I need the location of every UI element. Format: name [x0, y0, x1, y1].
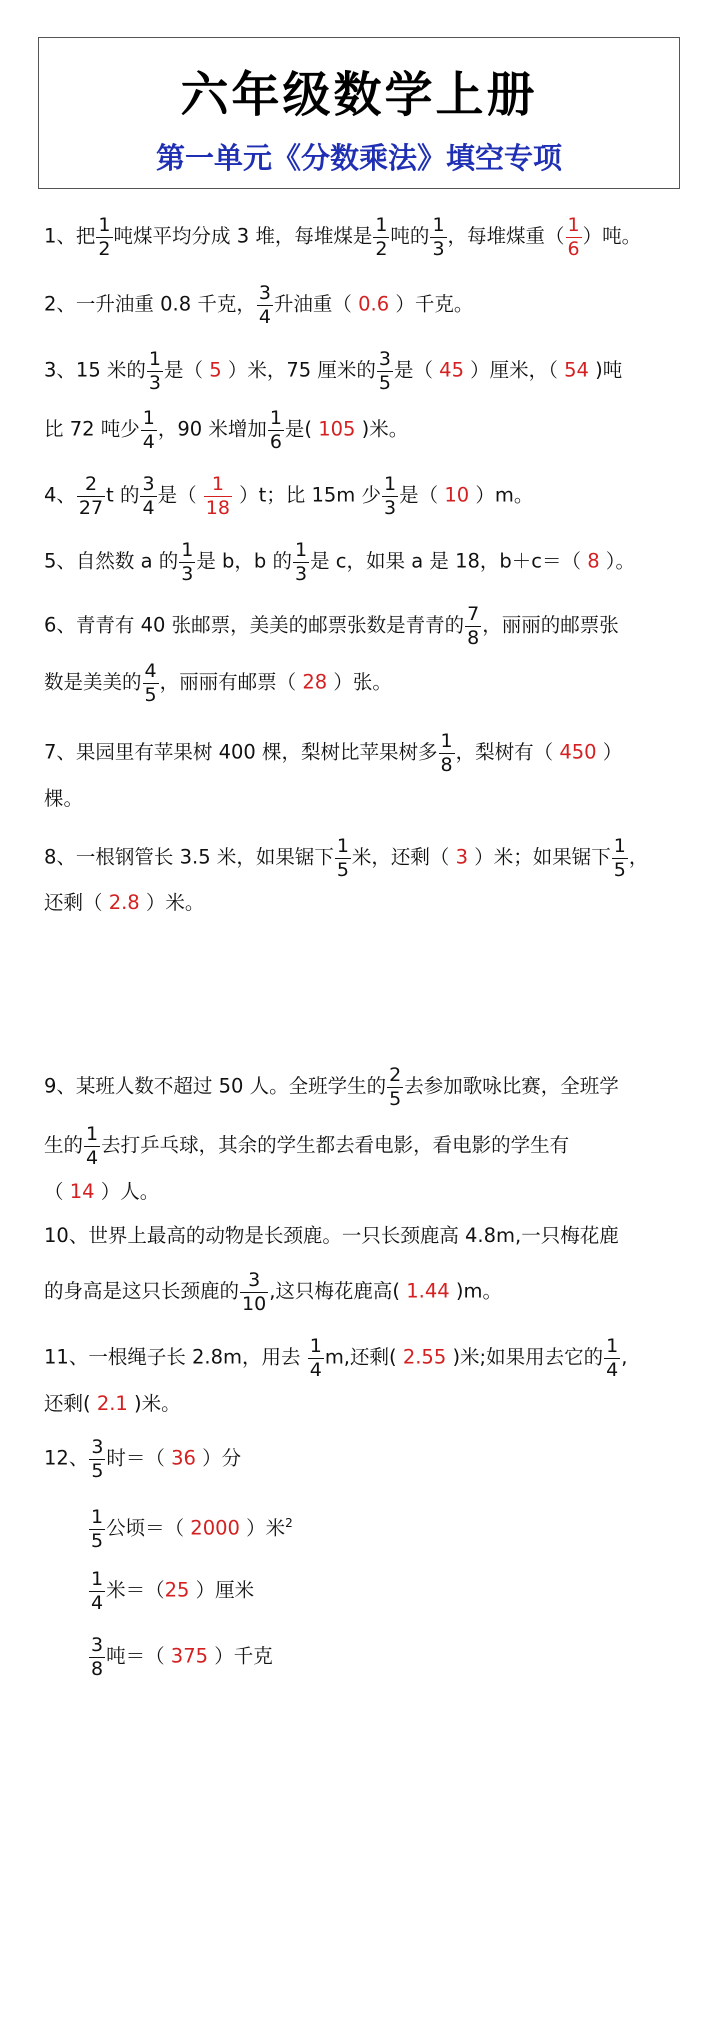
question-text: 是（	[393, 358, 440, 382]
question-text: ，梨树有（	[455, 740, 560, 764]
fraction	[465, 604, 481, 648]
question-text: ,	[621, 1345, 628, 1369]
fraction-denominator: 3	[181, 562, 194, 585]
question-text: ）。	[599, 549, 636, 573]
fraction	[147, 349, 163, 393]
question-text: ，90 米增加	[157, 417, 267, 441]
fraction	[430, 215, 446, 259]
question-text: ）张。	[327, 670, 392, 694]
question-text: 3、15 米的	[44, 358, 146, 382]
fraction-denominator: 4	[606, 1358, 619, 1381]
answer: 45	[439, 358, 464, 382]
question-text: 米＝（	[106, 1578, 165, 1602]
fraction	[439, 731, 455, 775]
question-text: 升油重（	[273, 292, 359, 316]
answer: 1.44	[406, 1279, 450, 1303]
fraction	[77, 474, 105, 518]
fraction-numerator: 1	[606, 1335, 619, 1357]
question-8-cont	[44, 883, 701, 923]
question-text: ,这只梅花鹿高(	[269, 1279, 407, 1303]
fraction-numerator: 1	[204, 474, 232, 497]
question-text: ）人。	[94, 1180, 160, 1203]
fraction	[140, 474, 156, 518]
fraction-denominator: 2	[98, 237, 111, 260]
question-text: ）米	[239, 1516, 286, 1540]
question-text: ，	[628, 845, 649, 869]
answer-fraction	[566, 215, 582, 259]
question-text: ）厘米，（	[463, 358, 565, 382]
answer: 8	[587, 549, 600, 573]
fraction	[84, 1124, 100, 1168]
question-text: 7、果园里有苹果树 400 棵，梨树比苹果树多	[44, 740, 438, 764]
question-text: 8、一根钢管长 3.5 米，如果锯下	[44, 845, 334, 869]
answer: 14	[69, 1180, 95, 1203]
fraction-numerator: 1	[181, 539, 194, 561]
question-6	[44, 604, 701, 648]
fraction	[89, 1437, 105, 1481]
answer: 105	[318, 417, 356, 441]
question-9-cont2	[44, 1172, 701, 1212]
answer: 5	[209, 358, 222, 382]
fraction-numerator: 1	[432, 214, 445, 236]
answer: 54	[564, 358, 589, 382]
question-text: )米。	[127, 1392, 181, 1415]
question-text: 是 b，b 的	[196, 549, 293, 573]
question-text: 9、某班人数不超过 50 人。全班学生的	[44, 1074, 387, 1098]
fraction-numerator: 1	[86, 1123, 99, 1145]
fraction-denominator: 5	[613, 858, 626, 881]
question-text: 是（	[157, 483, 203, 507]
question-12	[44, 1437, 701, 1481]
fraction-denominator: 5	[378, 371, 391, 394]
fraction-numerator: 1	[91, 1568, 104, 1590]
question-text: )m。	[449, 1279, 502, 1303]
fraction-denominator: 4	[258, 305, 271, 328]
fraction	[96, 215, 112, 259]
answer: 10	[444, 483, 470, 507]
question-text: 去参加歌咏比赛，全班学	[404, 1074, 619, 1098]
fraction-denominator: 5	[91, 1459, 104, 1482]
fraction-numerator: 3	[378, 348, 391, 370]
fraction	[268, 408, 284, 452]
question-text: 是（	[399, 483, 445, 507]
answer: 2.1	[96, 1392, 128, 1415]
fraction	[293, 540, 309, 584]
fraction-numerator: 4	[144, 660, 157, 682]
question-text: 的身高是这只长颈鹿的	[44, 1279, 240, 1303]
question-text: 生的	[44, 1133, 84, 1157]
question-3	[44, 349, 701, 393]
answer: 2.8	[108, 891, 140, 914]
question-text: ）米。	[139, 891, 205, 914]
question-text: )吨	[588, 358, 623, 382]
question-text: )米。	[355, 417, 409, 441]
fraction-denominator: 3	[432, 237, 445, 260]
question-text: m,还剩(	[324, 1345, 403, 1369]
fraction	[308, 1336, 324, 1380]
fraction-numerator: 1	[375, 214, 388, 236]
fraction-denominator: 27	[78, 496, 104, 519]
fraction-numerator: 7	[467, 603, 480, 625]
question-12-row-3	[88, 1569, 701, 1613]
question-text: ，丽丽的邮票张	[482, 613, 619, 637]
fraction-denominator: 5	[336, 858, 349, 881]
fraction-denominator: 8	[440, 753, 453, 776]
fraction-numerator: 1	[91, 1505, 104, 1528]
fraction-numerator: 1	[336, 835, 349, 857]
fraction-numerator: 1	[613, 835, 626, 857]
answer-fraction	[204, 474, 232, 518]
title-box	[38, 37, 680, 189]
fraction-denominator: 6	[269, 430, 282, 453]
fraction-numerator: 1	[309, 1335, 322, 1357]
question-text: 6、青青有 40 张邮票，美美的邮票张数是青青的	[44, 613, 465, 637]
fraction-denominator: 8	[467, 626, 480, 649]
question-text: 去打乒乓球，其余的学生都去看电影，看电影的学生有	[101, 1133, 570, 1157]
question-text: 11、一根绳子长 2.8m，用去	[44, 1345, 307, 1369]
answer: 2.55	[402, 1345, 447, 1369]
fraction-denominator: 4	[86, 1146, 99, 1169]
question-8	[44, 836, 701, 880]
fraction-numerator: 1	[148, 348, 162, 370]
page-title: 六年级数学上册	[180, 67, 538, 123]
fraction	[612, 836, 628, 880]
question-text: 是（	[164, 358, 210, 382]
fraction-denominator: 4	[91, 1591, 104, 1614]
question-text: 还剩(	[44, 1392, 97, 1415]
answer: 28	[302, 670, 328, 694]
fraction-numerator: 1	[567, 214, 580, 236]
fraction-numerator: 2	[77, 474, 105, 497]
question-text: 吨＝（	[106, 1644, 171, 1668]
question-text: 米，还剩（	[351, 845, 456, 869]
question-text: ，每堆煤重（	[447, 224, 565, 248]
fraction	[335, 836, 351, 880]
question-text: 4、	[44, 483, 76, 507]
question-6-cont	[44, 661, 701, 705]
question-text: ）厘米	[189, 1578, 255, 1602]
fraction	[377, 349, 393, 393]
question-text: 12、	[44, 1446, 89, 1470]
answer: 3	[455, 845, 469, 869]
question-text: ）m。	[469, 483, 534, 507]
fraction-denominator: 3	[384, 496, 397, 519]
unit-superscript: 2	[285, 1516, 293, 1530]
fraction-denominator: 2	[375, 237, 388, 260]
question-text: 10、世界上最高的动物是长颈鹿。一只长颈鹿高 4.8m,一只梅花鹿	[44, 1224, 619, 1247]
question-10-cont	[44, 1270, 701, 1314]
fraction-numerator: 3	[91, 1634, 104, 1656]
question-3-cont	[44, 408, 701, 452]
fraction	[143, 661, 159, 705]
fraction-numerator: 1	[440, 730, 453, 752]
fraction	[179, 540, 195, 584]
question-text: 数是美美的	[44, 670, 142, 694]
answer: 36	[171, 1446, 196, 1470]
question-11-cont	[44, 1384, 701, 1424]
question-text: 吨的	[390, 224, 430, 248]
question-text: 1、把	[44, 224, 96, 248]
fraction	[240, 1270, 268, 1314]
question-7-cont	[44, 779, 701, 819]
fraction-numerator: 2	[389, 1064, 402, 1086]
answer: 25	[164, 1578, 190, 1602]
fraction-numerator: 1	[142, 407, 155, 429]
question-12-row-4	[88, 1635, 701, 1679]
question-text: 公顷＝（	[106, 1516, 191, 1540]
page-subtitle: 第一单元《分数乘法》填空专项	[155, 141, 562, 175]
question-text: 比 72 吨少	[44, 417, 140, 441]
answer: 0.6	[358, 292, 390, 316]
fraction	[257, 283, 273, 327]
answer: 450	[559, 740, 597, 764]
question-text: ，丽丽有邮票（	[159, 670, 303, 694]
fraction-denominator: 5	[389, 1087, 402, 1110]
fraction-denominator: 10	[242, 1292, 267, 1315]
question-11	[44, 1336, 701, 1380]
fraction-numerator: 1	[98, 214, 111, 236]
question-text: ）米，75 厘米的	[221, 358, 376, 382]
question-2	[44, 283, 701, 327]
question-text: ）吨。	[582, 224, 642, 248]
question-text: ）千克	[208, 1644, 273, 1668]
fraction-denominator: 6	[567, 237, 580, 260]
fraction	[387, 1065, 403, 1109]
question-text: ）t；比 15m 少	[232, 483, 382, 507]
question-text: 吨煤平均分成 3 堆，每堆煤是	[113, 224, 373, 248]
question-text: 是 c，如果 a 是 18，b＋c＝（	[310, 549, 588, 573]
question-text: （	[44, 1180, 70, 1203]
fraction	[373, 215, 389, 259]
question-7	[44, 731, 701, 775]
question-5	[44, 540, 701, 584]
fraction	[382, 474, 398, 518]
answer: 375	[170, 1644, 209, 1668]
question-text: ）	[596, 740, 623, 764]
fraction-numerator: 1	[384, 473, 397, 495]
question-text: )米;如果用去它的	[446, 1345, 604, 1369]
fraction-denominator: 3	[295, 562, 308, 585]
answer: 2000	[190, 1516, 240, 1540]
question-9	[44, 1065, 701, 1109]
question-10	[44, 1216, 701, 1256]
fraction-numerator: 1	[295, 539, 308, 561]
question-text: 2、一升油重 0.8 千克，	[44, 292, 256, 316]
fraction-denominator: 3	[148, 371, 162, 394]
question-text: ）米；如果锯下	[468, 845, 611, 869]
question-9-cont	[44, 1124, 701, 1168]
question-4	[44, 474, 701, 518]
fraction-numerator: 3	[258, 282, 271, 304]
question-text: ）千克。	[389, 292, 474, 316]
fraction-numerator: 3	[142, 473, 155, 495]
fraction-numerator: 3	[91, 1436, 104, 1458]
question-12-row-2	[88, 1503, 701, 1551]
fraction-denominator: 18	[205, 496, 230, 519]
fraction-denominator: 8	[91, 1657, 104, 1680]
fraction-denominator: 4	[142, 430, 155, 453]
fraction	[89, 1507, 105, 1551]
fraction-denominator: 5	[144, 683, 157, 706]
fraction	[604, 1336, 620, 1380]
question-text: ）分	[195, 1446, 242, 1470]
fraction	[141, 408, 157, 452]
question-text: 棵。	[44, 787, 84, 810]
question-text: 5、自然数 a 的	[44, 549, 179, 573]
fraction-denominator: 4	[142, 496, 155, 519]
question-text: t 的	[106, 483, 140, 507]
fraction	[89, 1635, 105, 1679]
question-text: 是(	[284, 417, 319, 441]
fraction-denominator: 4	[309, 1358, 322, 1381]
fraction-numerator: 3	[240, 1270, 268, 1293]
question-1	[44, 215, 701, 259]
fraction-denominator: 5	[91, 1529, 104, 1552]
fraction-numerator: 1	[269, 407, 282, 429]
fraction	[89, 1569, 105, 1613]
question-text: 还剩（	[44, 891, 109, 914]
question-text: 时＝（	[106, 1446, 172, 1470]
